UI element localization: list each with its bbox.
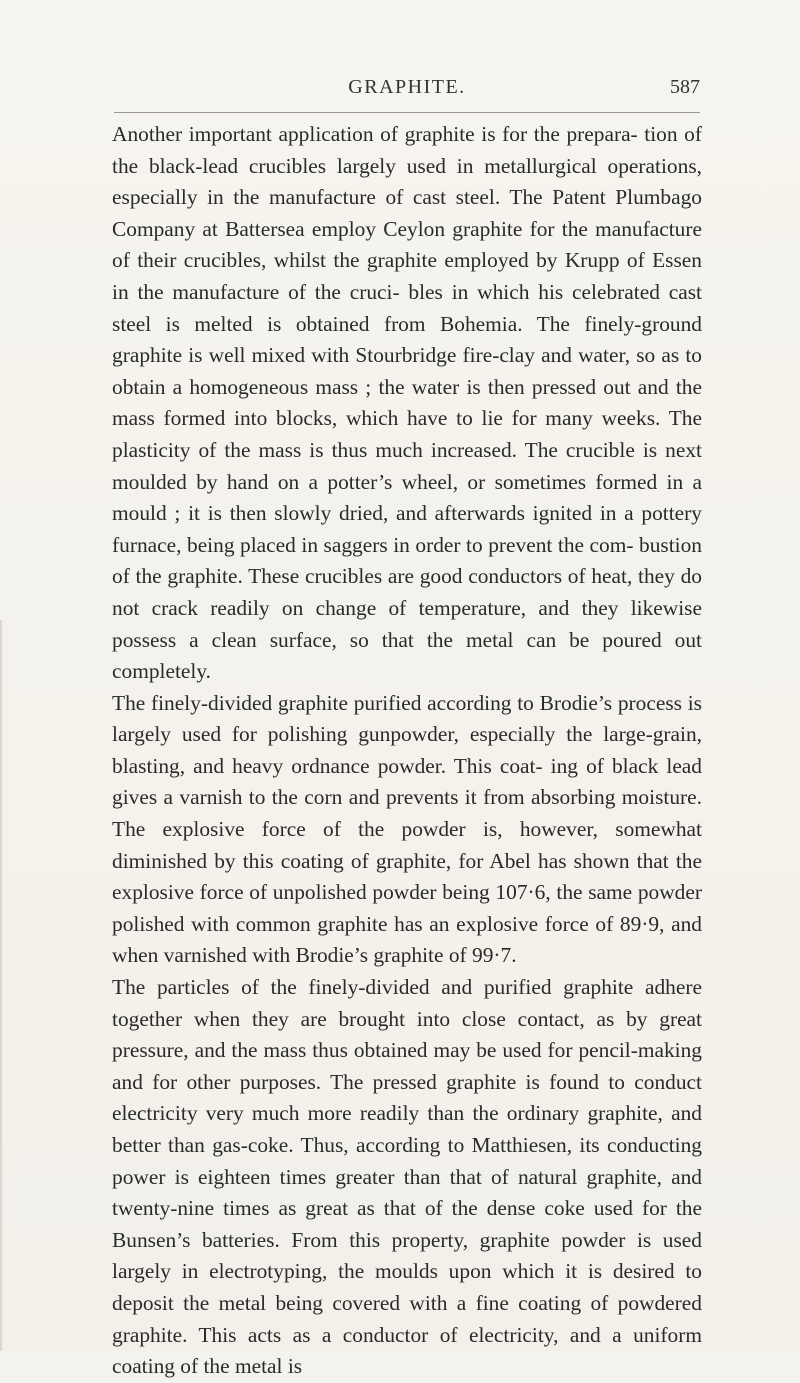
paragraph-gunpowder: The finely-divided graphite purified according to Brodie’s process is largely used for polishing gunpowder, especially the large-grain, blasting, and heavy ordnance powder. This coat- ing of black lead gives a varnish to the corn and prevents it from absorbing moisture. The explosive force of the powder is, however, somewhat diminished by this coating of graphite, for Abel has shown that the explosive force of unpolished powder being 107·6, the same powder polished with common graphite has an explosive force of 89·9, and when varnished with Brodie’s graphite of 99·7. [112, 690, 702, 968]
page-number: 587 [670, 76, 700, 98]
page-edge-shadow [0, 620, 3, 1351]
paragraph-crucibles: Another important application of graphite is for the prepara- tion of the black-lead crucibles largely used in metallurgical operations, especially in the manufacture of cast steel. The Patent Plumbago Company at Battersea employ Ceylon graphite for the manufacture of their crucibles, whilst the graphite employed by Krupp of Essen in the manufacture of the cruci- bles in which his celebrated cast steel is melted is obtained from Bohemia. The finely-ground graphite is well mixed with Stourbridge fire-clay and water, so as to obtain a homogeneous mass ; the water is then pressed out and the mass formed into blocks, which have to lie for many weeks. The plasticity of the mass is thus much increased. The crucible is next moulded by hand on a potter’s wheel, or sometimes formed in a mould ; it is then slowly dried, and afterwards ignited in a pottery furnace, being placed in saggers in order to prevent the com- bustion of the graphite. These crucibles are good conductors of heat, they do not crack readily on change of temperature, and they likewise possess a clean surface, so that the metal can be poured out completely. [112, 122, 702, 684]
header-rule [114, 112, 700, 113]
body-text [112, 119, 702, 1383]
page-header [114, 76, 700, 106]
paragraph-pressed-graphite: The particles of the finely-divided and purified graphite adhere together when they are brought into close contact, as by great pressure, and the mass thus obtained may be used for pencil-making and for other purposes. The pressed graphite is found to conduct electricity very much more readily than the ordinary graphite, and better than gas-coke. Thus, according to Matthiesen, its conducting power is eighteen times greater than that of natural graphite, and twenty-nine times as great as that of the dense coke used for the Bunsen’s batteries. From this property, graphite powder is used largely in electrotyping, the moulds upon which it is desired to deposit the metal being covered with a fine coating of powdered graphite. This acts as a conductor of electricity, and a uniform coating of the metal is [112, 975, 702, 1379]
running-head: GRAPHITE. [348, 76, 466, 98]
